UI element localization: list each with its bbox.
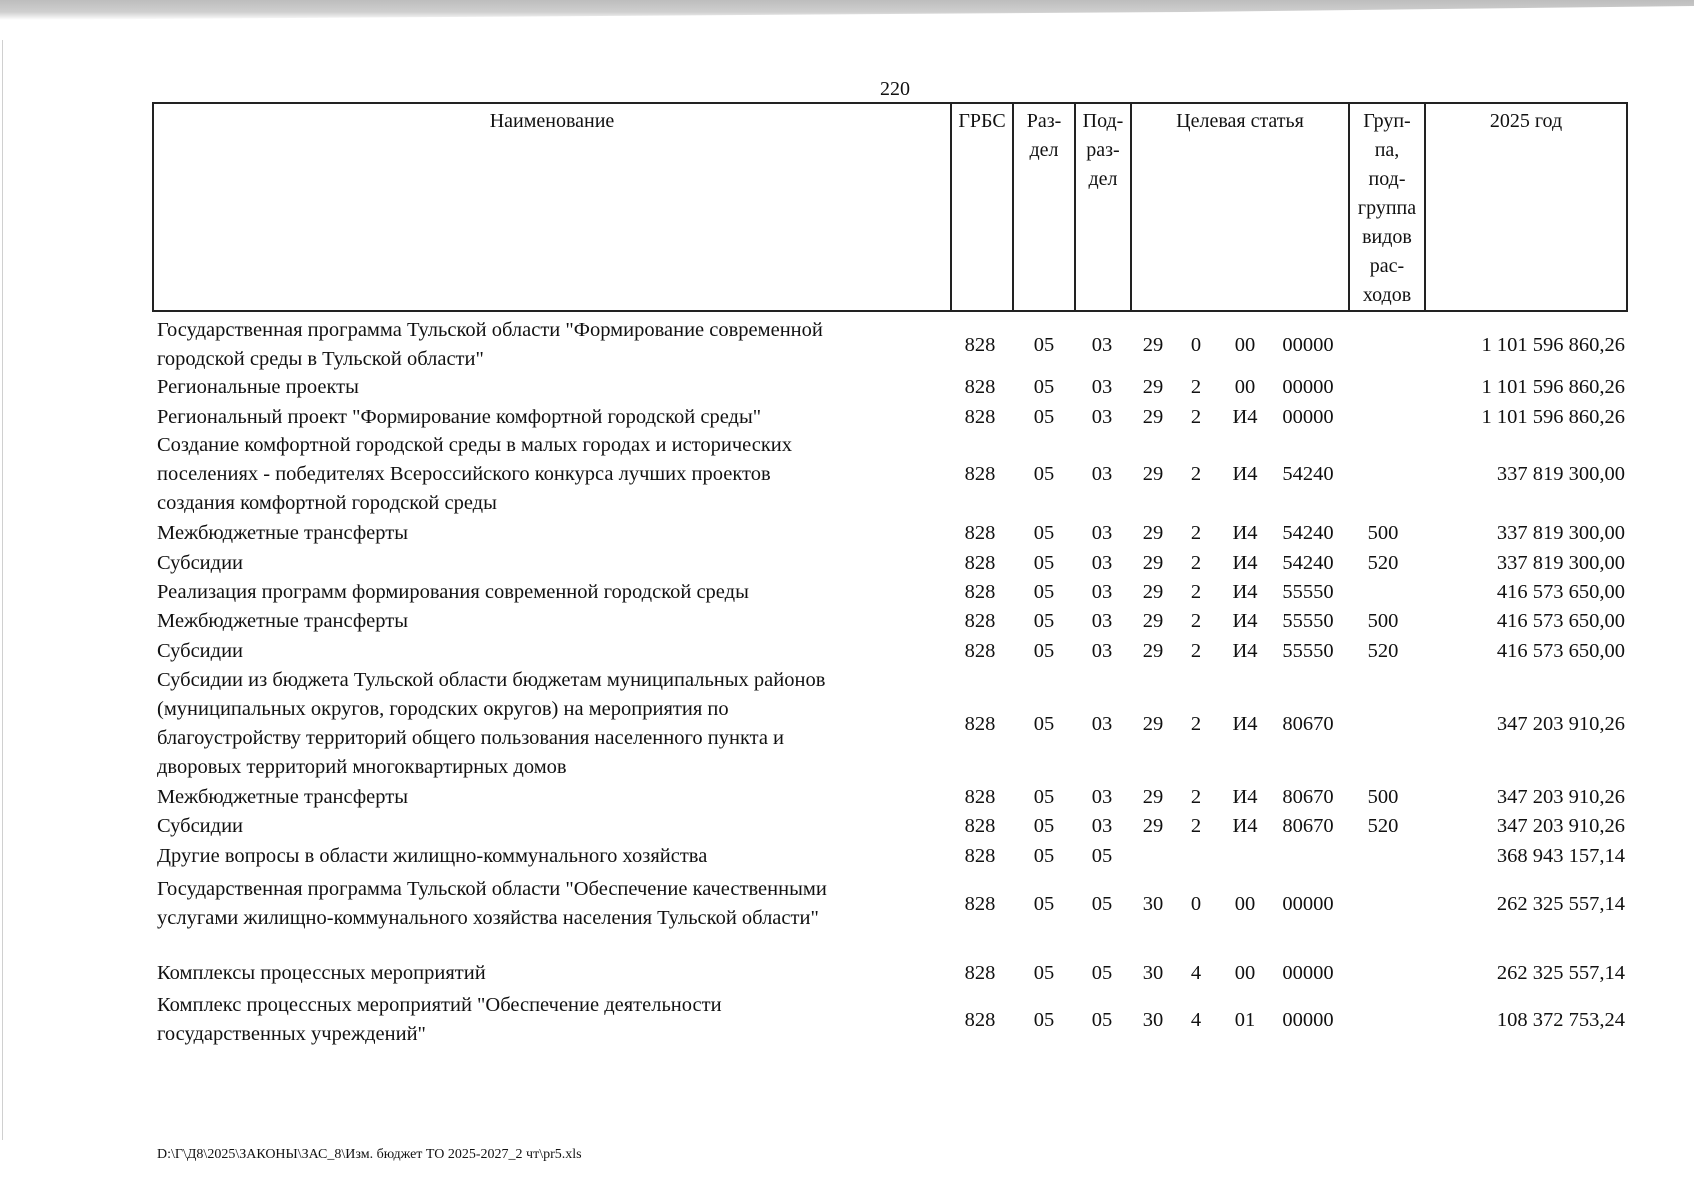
expense-group-cell: [1350, 875, 1416, 933]
target-direction-cell: 00000: [1282, 892, 1334, 915]
grbs-cell: 828: [964, 640, 996, 662]
grbs-cell: 828: [964, 462, 996, 485]
name-line: дворовых территорий многоквартирных домов: [157, 756, 567, 778]
name-line: создания комфортной городской среды: [157, 491, 497, 514]
name-cell: [157, 578, 937, 607]
expense-group-cell: [1350, 373, 1416, 402]
target-direction-cell: 55550: [1282, 640, 1334, 662]
name-line: Межбюджетные трансферты: [157, 522, 408, 544]
target-subtype-cell: И4: [1232, 522, 1258, 544]
target-subtype-cell: 00: [1234, 892, 1256, 915]
grbs-cell: 828: [964, 522, 996, 544]
expense-group-cell: [1350, 959, 1416, 988]
amount-cell: 337 819 300,00: [1496, 462, 1625, 485]
page-number: 220: [880, 78, 910, 100]
table-row: [0, 431, 1694, 517]
razdel-cell: 05: [1033, 406, 1055, 428]
target-type-cell: 4: [1190, 962, 1202, 984]
target-subtype-cell: И4: [1232, 552, 1258, 574]
amount-cell: 262 325 557,14: [1496, 892, 1625, 915]
target-direction-cell: 00000: [1282, 1008, 1334, 1031]
target-program-cell: 29: [1142, 552, 1164, 574]
name-line: Субсидии: [157, 552, 244, 574]
name-line: Региональные проекты: [157, 376, 359, 398]
grbs-cell: 828: [964, 892, 996, 915]
target-type-cell: 2: [1190, 581, 1202, 603]
target-type-cell: [1181, 842, 1211, 871]
name-line: Межбюджетные трансферты: [157, 786, 408, 808]
header-group-line: группа: [1357, 197, 1417, 219]
header-razdel-line: Раз-: [1026, 110, 1062, 132]
name-cell: [157, 842, 937, 871]
razdel-cell: 05: [1033, 962, 1055, 984]
name-cell: [157, 812, 937, 841]
target-direction-cell: 54240: [1282, 462, 1334, 485]
name-cell: [157, 549, 937, 578]
header-group-line: рас-: [1369, 255, 1405, 277]
target-program-cell: [1136, 842, 1170, 871]
target-subtype-cell: [1225, 842, 1265, 871]
amount-cell: 337 819 300,00: [1496, 552, 1625, 574]
table-row: [0, 812, 1694, 841]
target-subtype-cell: 01: [1234, 1008, 1256, 1031]
amount-cell: 416 573 650,00: [1496, 581, 1625, 603]
target-type-cell: 0: [1190, 892, 1202, 915]
target-type-cell: 2: [1190, 462, 1202, 485]
target-direction-cell: 00000: [1282, 333, 1334, 356]
grbs-cell: 828: [964, 815, 996, 837]
table-row: [0, 959, 1694, 988]
table-row: [0, 519, 1694, 548]
table-row: [0, 842, 1694, 871]
amount-cell: 1 101 596 860,26: [1481, 333, 1625, 356]
target-direction-cell: 55550: [1282, 610, 1334, 632]
name-line: Межбюджетные трансферты: [157, 610, 408, 632]
razdel-cell: 05: [1033, 892, 1055, 915]
header-group-line: под-: [1368, 168, 1406, 190]
podrazdel-cell: 03: [1091, 406, 1113, 428]
amount-cell: 416 573 650,00: [1496, 610, 1625, 632]
table-row: [0, 637, 1694, 666]
amount-cell: 1 101 596 860,26: [1481, 376, 1625, 398]
name-line: Государственная программа Тульской области "Формирование современной: [157, 319, 823, 341]
target-program-cell: 29: [1142, 522, 1164, 544]
name-line: Субсидии: [157, 815, 244, 837]
podrazdel-cell: 03: [1091, 786, 1113, 808]
name-line: Субсидии из бюджета Тульской области бюджетам муниципальных районов: [157, 669, 826, 691]
grbs-cell: 828: [964, 1008, 996, 1031]
name-line: государственных учреждений": [157, 1023, 426, 1045]
target-program-cell: 30: [1142, 892, 1164, 915]
target-subtype-cell: 00: [1234, 376, 1256, 398]
amount-cell: 347 203 910,26: [1496, 815, 1625, 837]
target-type-cell: 2: [1190, 610, 1202, 632]
target-program-cell: 29: [1142, 376, 1164, 398]
amount-cell: 416 573 650,00: [1496, 640, 1625, 662]
razdel-cell: 05: [1033, 376, 1055, 398]
header-razdel-line: дел: [1029, 139, 1059, 161]
target-type-cell: 2: [1190, 522, 1202, 544]
razdel-cell: 05: [1033, 845, 1055, 867]
target-type-cell: 2: [1190, 406, 1202, 428]
name-cell: [157, 403, 937, 432]
grbs-cell: 828: [964, 333, 996, 356]
name-cell: [157, 637, 937, 666]
name-line: Комплекс процессных мероприятий "Обеспечение деятельности: [157, 994, 722, 1016]
expense-group-cell: 500: [1367, 522, 1399, 544]
razdel-cell: 05: [1033, 581, 1055, 603]
target-direction-cell: 54240: [1282, 522, 1334, 544]
grbs-cell: 828: [964, 552, 996, 574]
target-type-cell: 2: [1190, 640, 1202, 662]
target-direction-cell: 55550: [1282, 581, 1334, 603]
header-group-line: ходов: [1362, 284, 1412, 306]
name-cell: [157, 991, 937, 1049]
name-cell: [157, 875, 937, 933]
header-name-label: Наименование: [489, 110, 615, 132]
razdel-cell: 05: [1033, 333, 1055, 356]
target-type-cell: 0: [1190, 333, 1202, 356]
grbs-cell: 828: [964, 845, 996, 867]
table-row: [0, 607, 1694, 636]
razdel-cell: 05: [1033, 815, 1055, 837]
header-podrazdel-line: Под-: [1082, 110, 1124, 132]
podrazdel-cell: 03: [1091, 333, 1113, 356]
amount-cell: 347 203 910,26: [1496, 786, 1625, 808]
target-program-cell: 29: [1142, 786, 1164, 808]
target-program-cell: 29: [1142, 462, 1164, 485]
podrazdel-cell: 05: [1091, 962, 1113, 984]
name-line: благоустройству территорий общего пользования населенного пункта и: [157, 727, 785, 749]
header-year-label: 2025 год: [1489, 110, 1563, 132]
name-cell: [157, 783, 937, 812]
target-subtype-cell: 00: [1234, 962, 1256, 984]
amount-cell: 108 372 753,24: [1496, 1008, 1625, 1031]
target-program-cell: 29: [1142, 581, 1164, 603]
target-subtype-cell: И4: [1232, 712, 1258, 735]
target-direction-cell: 80670: [1282, 786, 1334, 808]
podrazdel-cell: 05: [1091, 892, 1113, 915]
target-direction-cell: 00000: [1282, 962, 1334, 984]
target-program-cell: 30: [1142, 1008, 1164, 1031]
target-direction-cell: 00000: [1282, 406, 1334, 428]
target-subtype-cell: И4: [1232, 610, 1258, 632]
target-program-cell: 29: [1142, 640, 1164, 662]
name-cell: [157, 431, 937, 517]
podrazdel-cell: 05: [1091, 845, 1113, 867]
name-line: Создание комфортной городской среды в малых городах и исторических: [157, 433, 793, 456]
amount-cell: 337 819 300,00: [1496, 522, 1625, 544]
razdel-cell: 05: [1033, 712, 1055, 735]
target-subtype-cell: И4: [1232, 786, 1258, 808]
razdel-cell: 05: [1033, 462, 1055, 485]
expense-group-cell: [1350, 666, 1416, 782]
table-row: [0, 549, 1694, 578]
expense-group-cell: 500: [1367, 610, 1399, 632]
name-cell: [157, 316, 937, 374]
amount-cell: 368 943 157,14: [1496, 845, 1625, 867]
podrazdel-cell: 03: [1091, 376, 1113, 398]
name-line: Другие вопросы в области жилищно-коммунального хозяйства: [157, 845, 708, 867]
name-cell: [157, 373, 937, 402]
razdel-cell: 05: [1033, 552, 1055, 574]
target-program-cell: 29: [1142, 406, 1164, 428]
grbs-cell: 828: [964, 581, 996, 603]
podrazdel-cell: 03: [1091, 552, 1113, 574]
expense-group-cell: 520: [1367, 640, 1399, 662]
expense-group-cell: 520: [1367, 552, 1399, 574]
expense-group-cell: [1350, 431, 1416, 517]
grbs-cell: 828: [964, 376, 996, 398]
target-direction-cell: 80670: [1282, 712, 1334, 735]
podrazdel-cell: 03: [1091, 581, 1113, 603]
header-group-line: видов: [1362, 226, 1412, 248]
podrazdel-cell: 03: [1091, 462, 1113, 485]
name-cell: [157, 959, 937, 988]
file-path: D:\Г\Д8\2025\ЗАКОНЫ\ЗАС_8\Изм. бюджет ТО 2025-2027_2 чт\pr5.xls: [157, 1147, 582, 1162]
grbs-cell: 828: [964, 610, 996, 632]
grbs-cell: 828: [964, 406, 996, 428]
amount-cell: 347 203 910,26: [1496, 712, 1625, 735]
name-line: городской среды в Тульской области": [157, 348, 484, 370]
podrazdel-cell: 03: [1091, 610, 1113, 632]
table-row: [0, 666, 1694, 782]
target-subtype-cell: И4: [1232, 581, 1258, 603]
razdel-cell: 05: [1033, 522, 1055, 544]
name-line: Региональный проект "Формирование комфортной городской среды": [157, 406, 762, 428]
target-subtype-cell: И4: [1232, 640, 1258, 662]
header-podrazdel-line: раз-: [1086, 139, 1120, 161]
razdel-cell: 05: [1033, 610, 1055, 632]
target-direction-cell: 80670: [1282, 815, 1334, 837]
target-type-cell: 2: [1190, 712, 1202, 735]
name-line: поселениях - победителях Всероссийского конкурса лучших проектов: [157, 462, 771, 485]
table-row: [0, 578, 1694, 607]
expense-group-cell: [1350, 991, 1416, 1049]
target-direction-cell: 54240: [1282, 552, 1334, 574]
name-line: Реализация программ формирования современной городской среды: [157, 581, 749, 603]
name-cell: [157, 607, 937, 636]
target-type-cell: 2: [1190, 815, 1202, 837]
target-program-cell: 29: [1142, 815, 1164, 837]
target-subtype-cell: И4: [1232, 815, 1258, 837]
header-group-line: Груп-: [1363, 110, 1411, 132]
expense-group-cell: 520: [1367, 815, 1399, 837]
target-program-cell: 29: [1142, 610, 1164, 632]
target-type-cell: 2: [1190, 552, 1202, 574]
target-subtype-cell: И4: [1232, 406, 1258, 428]
table-row: [0, 875, 1694, 933]
expense-group-cell: [1350, 578, 1416, 607]
target-direction-cell: 00000: [1282, 376, 1334, 398]
podrazdel-cell: 03: [1091, 815, 1113, 837]
table-row: [0, 783, 1694, 812]
header-podrazdel-line: дел: [1088, 168, 1118, 190]
razdel-cell: 05: [1033, 640, 1055, 662]
header-grbs-label: ГРБС: [958, 110, 1006, 132]
header-target-label: Целевая статья: [1176, 110, 1304, 132]
name-cell: [157, 519, 937, 548]
amount-cell: 262 325 557,14: [1496, 962, 1625, 984]
table-row: [0, 991, 1694, 1049]
grbs-cell: 828: [964, 786, 996, 808]
name-line: Субсидии: [157, 640, 244, 662]
target-subtype-cell: И4: [1232, 462, 1258, 485]
table-row: [0, 373, 1694, 402]
target-type-cell: 2: [1190, 786, 1202, 808]
target-type-cell: 2: [1190, 376, 1202, 398]
name-line: (муниципальных округов, городских округов) на мероприятия по: [157, 698, 729, 720]
podrazdel-cell: 03: [1091, 522, 1113, 544]
target-subtype-cell: 00: [1234, 333, 1256, 356]
header-group-line: па,: [1374, 139, 1400, 161]
target-program-cell: 29: [1142, 333, 1164, 356]
name-cell: [157, 666, 937, 782]
name-line: услугами жилищно-коммунального хозяйства населения Тульской области": [157, 907, 819, 929]
name-line: Комплексы процессных мероприятий: [157, 962, 486, 984]
podrazdel-cell: 05: [1091, 1008, 1113, 1031]
expense-group-cell: [1350, 316, 1416, 374]
expense-group-cell: 500: [1367, 786, 1399, 808]
amount-cell: 1 101 596 860,26: [1481, 406, 1625, 428]
target-direction-cell: [1273, 842, 1343, 871]
target-program-cell: 29: [1142, 712, 1164, 735]
expense-group-cell: [1350, 403, 1416, 432]
podrazdel-cell: 03: [1091, 640, 1113, 662]
grbs-cell: 828: [964, 712, 996, 735]
table-row: [0, 316, 1694, 374]
target-program-cell: 30: [1142, 962, 1164, 984]
target-type-cell: 4: [1190, 1008, 1202, 1031]
razdel-cell: 05: [1033, 786, 1055, 808]
table-row: [0, 403, 1694, 432]
razdel-cell: 05: [1033, 1008, 1055, 1031]
podrazdel-cell: 03: [1091, 712, 1113, 735]
grbs-cell: 828: [964, 962, 996, 984]
expense-group-cell: [1350, 842, 1416, 871]
name-line: Государственная программа Тульской области "Обеспечение качественными: [157, 878, 827, 900]
